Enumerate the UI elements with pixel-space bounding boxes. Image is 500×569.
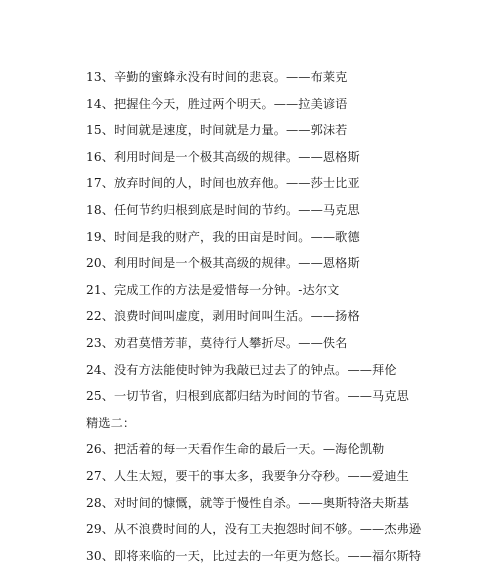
quote-line-24: 24、没有方法能使时钟为我敲已过去了的钟点。——拜伦: [86, 362, 397, 377]
quote-line-21: 21、完成工作的方法是爱惜每一分钟。-达尔文: [86, 282, 340, 297]
quote-line-13: 13、辛勤的蜜蜂永没有时间的悲哀。——布莱克: [86, 70, 348, 84]
quote-line-27: 27、人生太短，要干的事太多，我要争分夺秒。——爱迪生: [86, 468, 409, 483]
quote-line-14: 14、把握住今天，胜过两个明天。——拉美谚语: [86, 96, 348, 111]
quote-line-30: 30、即将来临的一天，比过去的一年更为悠长。——福尔斯特: [86, 548, 422, 563]
quote-list: [86, 64, 496, 569]
quote-line-29: 29、从不浪费时间的人，没有工夫抱怨时间不够。——杰弗逊: [86, 522, 422, 537]
quote-line-28: 28、对时间的慷慨，就等于慢性自杀。——奥斯特洛夫斯基: [86, 495, 409, 510]
quote-line-15: 15、时间就是速度，时间就是力量。——郭沫若: [86, 123, 348, 138]
quote-line-26: 26、把活着的每一天看作生命的最后一天。—海伦凯勒: [86, 442, 385, 457]
quote-line-20: 20、利用时间是一个极其高级的规律。——恩格斯: [86, 256, 360, 271]
section-heading: 精选二：: [86, 415, 136, 430]
quote-line-17: 17、放弃时间的人，时间也放弃他。——莎士比亚: [86, 176, 360, 191]
quote-line-16: 16、利用时间是一个极其高级的规律。——恩格斯: [86, 149, 360, 164]
quote-line-22: 22、浪费时间叫虚度，剥用时间叫生活。——扬格: [86, 309, 360, 324]
quote-line-18: 18、任何节约归根到底是时间的节约。——马克思: [86, 202, 360, 217]
quote-line-19: 19、时间是我的财产，我的田亩是时间。——歌德: [86, 229, 360, 244]
quote-line-23: 23、劝君莫惜芳菲，莫待行人攀折尽。——佚名: [86, 335, 348, 350]
quote-line-25: 25、一切节省，归根到底都归结为时间的节省。——马克思: [86, 389, 409, 404]
